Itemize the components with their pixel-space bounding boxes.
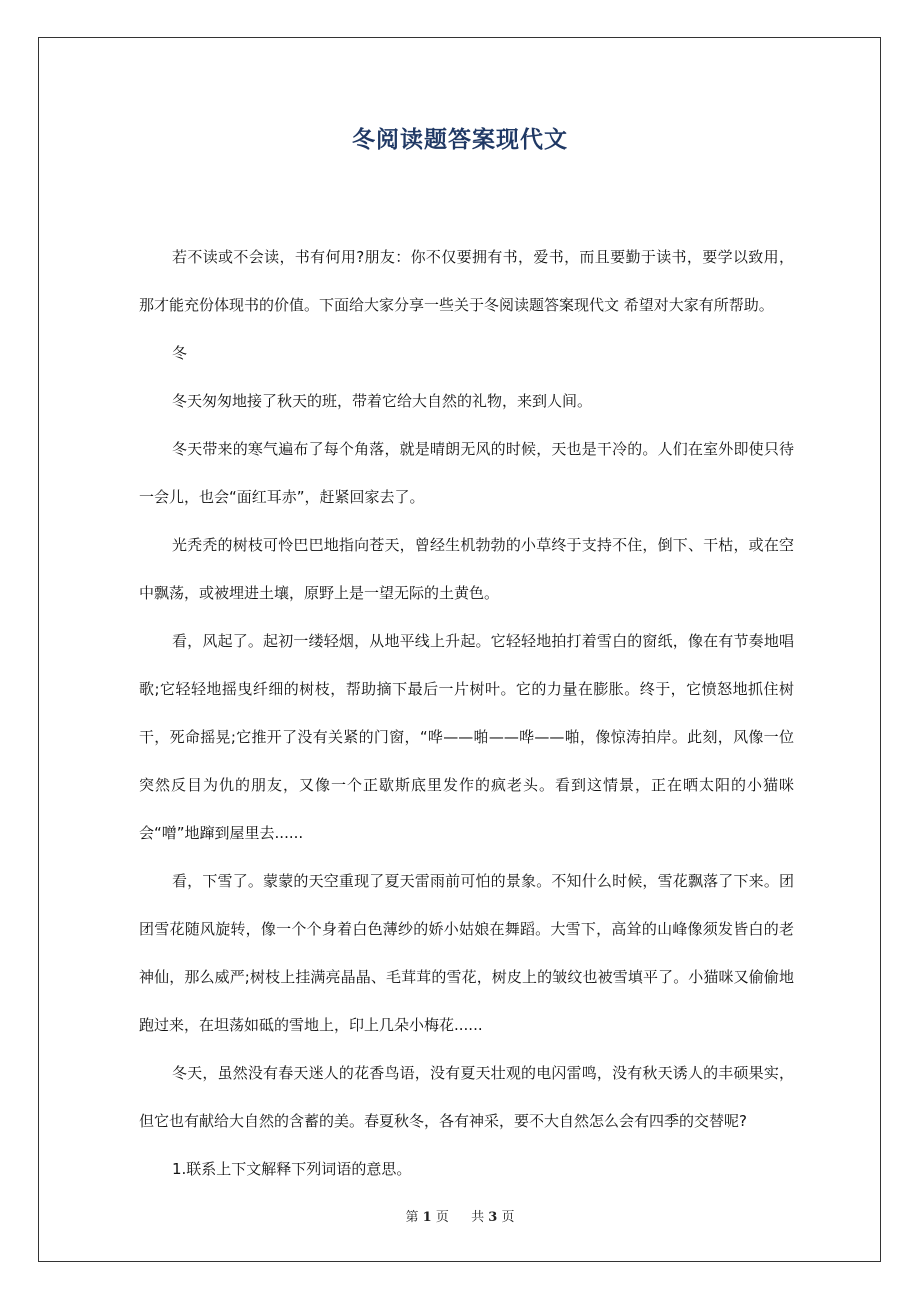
document-title: 冬阅读题答案现代文	[352, 127, 568, 153]
total-pages: 3	[488, 1210, 498, 1225]
document-body	[139, 233, 794, 1193]
page-prefix: 第	[405, 1210, 419, 1225]
paragraph-1: 冬天匆匆地接了秋天的班，带着它给大自然的礼物，来到人间。	[172, 392, 593, 410]
paragraph-6: 冬天，虽然没有春天迷人的花香鸟语，没有夏天壮观的电闪雷鸣，没有秋天诱人的丰硕果实，但它也有献给大自然的含蓄的美。春夏秋冬，各有神采，要不大自然怎么会有四季的交替呢?	[139, 1064, 794, 1130]
paragraph-4: 看，风起了。起初一缕轻烟，从地平线上升起。它轻轻地拍打着雪白的窗纸，像在有节奏地唱歌;它轻轻地摇曳纤细的树枝，帮助摘下最后一片树叶。它的力量在膨胀。终于，它愤怒地抓住树干，死命摇晃;它推开了没有关紧的门窗，“哗——啪——哗——啪，像惊涛拍岸。此刻，风像一位突然反目为仇的朋友，又像一个正歇斯底里发作的疯老头。看到这情景，正在晒太阳的小猫咪会“噌”地蹿到屋里去......	[139, 632, 794, 842]
paragraph-2: 冬天带来的寒气遍布了每个角落，就是晴朗无风的时候，天也是干冷的。人们在室外即使只待一会儿，也会“面红耳赤”，赶紧回家去了。	[139, 440, 794, 506]
paragraph-heading: 冬	[172, 344, 188, 362]
page-footer	[0, 1206, 920, 1225]
paragraph-5: 看，下雪了。蒙蒙的天空重现了夏天雷雨前可怕的景象。不知什么时候，雪花飘落了下来。团团雪花随风旋转，像一个个身着白色薄纱的娇小姑娘在舞蹈。大雪下，高耸的山峰像须发皆白的老神仙，那么威严;树枝上挂满亮晶晶、毛茸茸的雪花，树皮上的皱纹也被雪填平了。小猫咪又偷偷地跑过来，在坦荡如砥的雪地上，印上几朵小梅花......	[139, 872, 794, 1034]
page-number: 1	[422, 1210, 432, 1225]
page-suffix: 页	[435, 1210, 449, 1225]
total-prefix: 共	[471, 1210, 485, 1225]
paragraph-intro: 若不读或不会读，书有何用?朋友：你不仅要拥有书，爱书，而且要勤于读书，要学以致用，那才能充份体现书的价值。下面给大家分享一些关于冬阅读题答案现代文 希望对大家有所帮助。	[139, 248, 794, 314]
question-1: 1.联系上下文解释下列词语的意思。	[172, 1160, 412, 1178]
paragraph-3: 光秃秃的树枝可怜巴巴地指向苍天，曾经生机勃勃的小草终于支持不住，倒下、干枯，或在空中飘荡，或被埋进土壤，原野上是一望无际的土黄色。	[139, 536, 794, 602]
total-suffix: 页	[501, 1210, 515, 1225]
